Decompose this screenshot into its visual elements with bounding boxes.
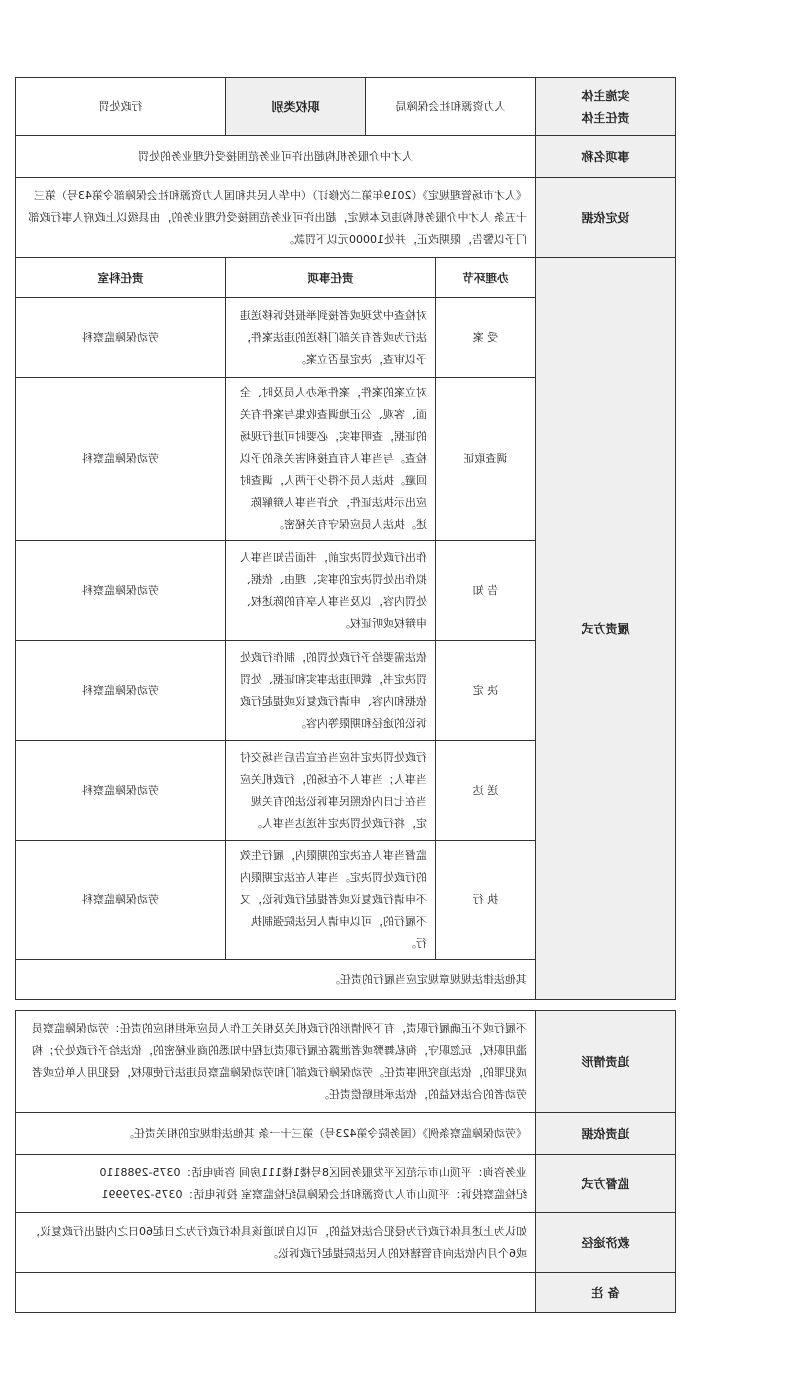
duty-method-label: 履责方式 <box>536 258 676 1000</box>
remarks-label: 备 注 <box>536 1273 676 1313</box>
accountability-basis-value: 《劳动保障监察条例》（国务院令第423号）第三十一条 其他法律规定的相关责任。 <box>16 1113 536 1155</box>
duty-cell: 对立案的案件，案件承办人员及时、全面、客观、公正地调查收集与案件有关的证据，查明事实，必要时可进行现场检查。与当事人有直接利害关系的予以回避。执法人员不得少于两人，调查时应出示执法证件，允许当事人辩解陈述。执法人员应保守有关秘密。 <box>226 378 436 541</box>
accountability-basis-row <box>16 1113 676 1155</box>
stage-cell: 告 知 <box>436 541 536 641</box>
duty-header-row <box>16 258 676 298</box>
department-cell: 劳动保障监察科 <box>16 541 226 641</box>
duty-header: 责任事项 <box>226 258 436 298</box>
duty-cell: 作出行政处罚决定前，书面告知当事人拟作出处罚决定的事实、理由、依据、处罚内容，以及当事人享有的陈述权、申辩权或听证权。 <box>226 541 436 641</box>
department-header: 责任科室 <box>16 258 226 298</box>
legal-basis-label: 设定依据 <box>536 178 676 258</box>
item-name-label: 事项名称 <box>536 136 676 178</box>
subject-value: 人力资源和社会保障局 <box>366 78 536 136</box>
duty-cell: 行政处罚决定书应当在宣告后当场交付当事人；当事人不在场的，行政机关应当在七日内依照民事诉讼法的有关规定，将行政处罚决定书送达当事人。 <box>226 741 436 841</box>
remedy-label: 救济途径 <box>536 1213 676 1273</box>
department-cell: 劳动保障监察科 <box>16 741 226 841</box>
accountability-label: 追责情形 <box>536 1011 676 1113</box>
main-duty-table <box>15 77 676 1000</box>
accountability-value: 不履行或不正确履行职责，有下列情形的行政机关及相关工作人员应承担相应的责任：劳动保障监察员滥用职权，玩忽职守，徇私舞弊或者泄露在履行职责过程中知悉的商业秘密的，依法给予行政处分；构成犯罪的，依法追究刑事责任。劳动保障行政部门和劳动保障监察员违法行使职权，侵犯用人单位或者劳动者的合法权益的，依法承担赔偿责任。 <box>16 1011 536 1113</box>
duty-cell: 对检查中发现或者接到举报投诉移送违法行为或者有关部门移送的违法案件，予以审查，决定是否立案。 <box>226 298 436 378</box>
supervision-label: 监督方式 <box>536 1155 676 1213</box>
remedy-value: 如认为上述具体行政行为侵犯合法权益的，可以自知道该具体行政行为之日起60日之内提出行政复议，或6个月内依法向有管辖权的人民法院提起行政诉讼。 <box>16 1213 536 1273</box>
supervision-value <box>16 1155 536 1213</box>
department-cell: 劳动保障监察科 <box>16 841 226 960</box>
item-name-value: 人才中介服务机构超出许可业务范围接受代理业务的处罚 <box>16 136 536 178</box>
stage-cell: 执 行 <box>436 841 536 960</box>
accountability-basis-label: 追责依据 <box>536 1113 676 1155</box>
supervision-line-consult: 业务咨询：平顶山市示范区平发服务园区8号楼1楼111房间 咨询电话：0375-2988110 <box>99 1165 527 1179</box>
remedy-row <box>16 1213 676 1273</box>
department-cell: 劳动保障监察科 <box>16 641 226 741</box>
category-value: 行政处罚 <box>16 78 226 136</box>
item-name-row <box>16 136 676 178</box>
stage-cell: 调查取证 <box>436 378 536 541</box>
legal-basis-row <box>16 178 676 258</box>
stage-cell: 受 案 <box>436 298 536 378</box>
stage-header: 办理环节 <box>436 258 536 298</box>
subject-row <box>16 78 676 136</box>
remarks-value <box>16 1273 536 1313</box>
accountability-row <box>16 1011 676 1113</box>
duty-cell: 监督当事人在决定的期限内，履行生效的行政处罚决定。当事人在法定期限内不申请行政复议或者提起行政诉讼，又不履行的，可以申请人民法院强制执行。 <box>226 841 436 960</box>
duty-cell: 依法需要给予行政处罚的，制作行政处罚决定书，载明违法事实和证据、处罚依据和内容、申请行政复议或提起行政诉讼的途径和期限等内容。 <box>226 641 436 741</box>
legal-basis-value: 《人才市场管理规定》（2019年第二次修订）（中华人民共和国人力资源和社会保障部令第43号）第三十五条 人才中介服务机构违反本规定，超出许可业务范围接受代理业务的，由县级以上政府人事行政部门予以警告，限期改正，并处10000元以下罚款。 <box>16 178 536 258</box>
department-cell: 劳动保障监察科 <box>16 378 226 541</box>
stage-cell: 送 达 <box>436 741 536 841</box>
other-duty-text: 其他法律法规规章规定应当履行的责任。 <box>16 960 536 1000</box>
remarks-row <box>16 1273 676 1313</box>
category-label: 职权类别 <box>226 78 366 136</box>
supervision-row <box>16 1155 676 1213</box>
department-cell: 劳动保障监察科 <box>16 298 226 378</box>
supervision-line-complaint: 纪检监察投诉：平顶山市人力资源和社会保障局纪检监察室 投诉电话：0375-2979991 <box>101 1187 527 1201</box>
stage-cell: 决 定 <box>436 641 536 741</box>
accountability-table <box>15 1010 676 1313</box>
subject-label: 实施主体 责任主体 <box>536 78 676 136</box>
